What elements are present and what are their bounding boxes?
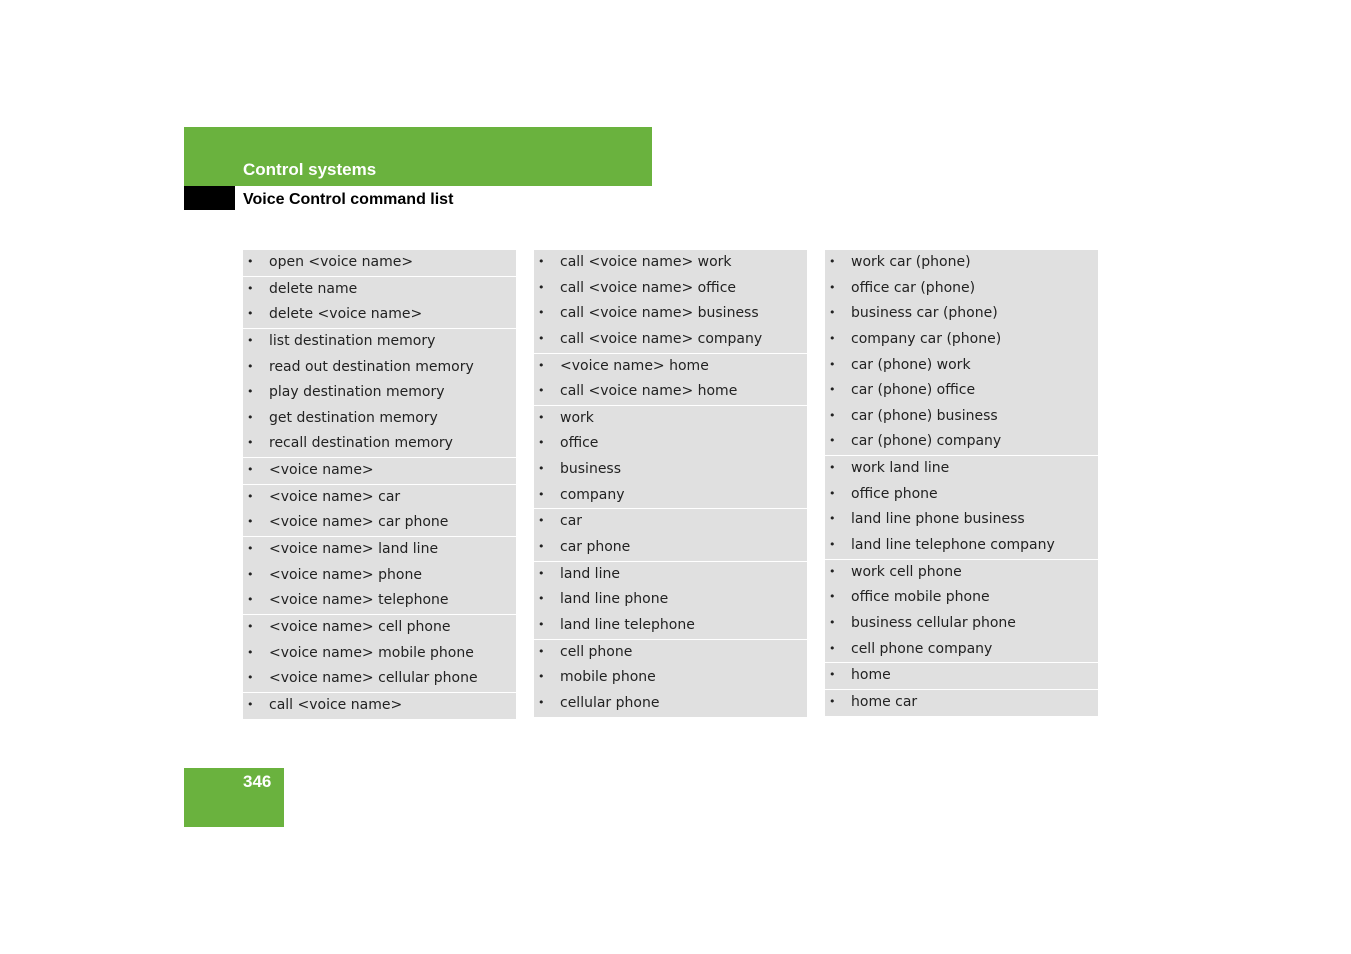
command-group	[534, 250, 807, 354]
command-column-1	[243, 250, 516, 719]
command-text: office mobile phone	[851, 589, 990, 606]
command-text: work land line	[851, 460, 950, 477]
command-text: <voice name> telephone	[269, 592, 449, 609]
bullet-icon: •	[538, 566, 545, 580]
command-text: <voice name> mobile phone	[269, 644, 474, 661]
command-list-item	[825, 456, 1098, 482]
command-list-item	[825, 327, 1098, 353]
command-list-item	[825, 507, 1098, 533]
command-list-item	[825, 378, 1098, 404]
command-text: home car	[851, 693, 918, 710]
command-list-item	[534, 535, 807, 561]
bullet-icon: •	[538, 644, 545, 658]
command-list-item	[243, 277, 516, 303]
command-group	[534, 509, 807, 561]
command-list-item	[243, 537, 516, 563]
command-list-item	[243, 329, 516, 355]
command-list-item	[534, 250, 807, 276]
command-list-item	[534, 327, 807, 353]
bullet-icon: •	[247, 697, 254, 711]
command-list-item	[534, 587, 807, 613]
bullet-icon: •	[247, 436, 254, 450]
command-text: delete <voice name>	[269, 306, 423, 323]
command-text: land line	[560, 565, 620, 582]
command-list-item	[243, 485, 516, 511]
command-list-item	[243, 615, 516, 641]
command-text: office phone	[851, 485, 938, 502]
command-text: cell phone company	[851, 640, 993, 657]
command-list-item	[825, 353, 1098, 379]
command-text: <voice name> car	[269, 488, 401, 505]
command-text: get destination memory	[269, 409, 438, 426]
section-marker	[184, 186, 235, 210]
command-text: car (phone) office	[851, 382, 976, 399]
command-list-item	[243, 302, 516, 328]
bullet-icon: •	[829, 538, 836, 552]
command-list-item	[534, 406, 807, 432]
command-list-item	[243, 355, 516, 381]
command-group	[243, 458, 516, 485]
command-text: work cell phone	[851, 563, 962, 580]
bullet-icon: •	[829, 694, 836, 708]
command-column-2	[534, 250, 807, 717]
bullet-icon: •	[829, 590, 836, 604]
command-text: recall destination memory	[269, 435, 453, 452]
command-list-item	[534, 691, 807, 717]
bullet-icon: •	[538, 306, 545, 320]
command-list-item	[243, 458, 516, 484]
command-list-item	[534, 301, 807, 327]
command-text: office car (phone)	[851, 279, 976, 296]
command-text: land line telephone company	[851, 537, 1055, 554]
bullet-icon: •	[829, 306, 836, 320]
command-text: company	[560, 486, 625, 503]
bullet-icon: •	[538, 540, 545, 554]
command-text: land line telephone	[560, 616, 695, 633]
command-list-item	[825, 560, 1098, 586]
bullet-icon: •	[247, 567, 254, 581]
command-list-item	[825, 301, 1098, 327]
bullet-icon: •	[829, 280, 836, 294]
command-group	[825, 250, 1098, 456]
command-list-item	[243, 641, 516, 667]
command-group	[534, 354, 807, 406]
command-group	[243, 485, 516, 537]
command-list-item	[534, 509, 807, 535]
command-list-item	[534, 379, 807, 405]
command-list-item	[534, 562, 807, 588]
command-text: company car (phone)	[851, 330, 1002, 347]
command-text: cellular phone	[560, 694, 660, 711]
command-text: cell phone	[560, 643, 633, 660]
bullet-icon: •	[247, 307, 254, 321]
command-list-item	[825, 404, 1098, 430]
bullet-icon: •	[247, 645, 254, 659]
command-text: office	[560, 435, 599, 452]
bullet-icon: •	[247, 463, 254, 477]
command-list-item	[243, 588, 516, 614]
command-text: <voice name> car phone	[269, 514, 449, 531]
bullet-icon: •	[538, 514, 545, 528]
command-list-item	[825, 585, 1098, 611]
command-group	[243, 277, 516, 329]
bullet-icon: •	[829, 383, 836, 397]
command-list-item	[534, 457, 807, 483]
command-group	[243, 329, 516, 458]
command-text: play destination memory	[269, 384, 445, 401]
command-text: land line phone business	[851, 511, 1025, 528]
command-text: car	[560, 513, 583, 530]
command-text: call <voice name> office	[560, 279, 737, 296]
bullet-icon: •	[538, 487, 545, 501]
command-list-item	[825, 637, 1098, 663]
command-list-item	[534, 276, 807, 302]
command-group	[534, 562, 807, 640]
bullet-icon: •	[247, 542, 254, 556]
bullet-icon: •	[829, 408, 836, 422]
bullet-icon: •	[829, 512, 836, 526]
bullet-icon: •	[829, 564, 836, 578]
command-group	[534, 640, 807, 717]
command-text: work car (phone)	[851, 254, 971, 270]
command-text: call <voice name> home	[560, 383, 738, 400]
command-list-item	[243, 510, 516, 536]
command-list-item	[534, 613, 807, 639]
command-text: business cellular phone	[851, 614, 1016, 631]
command-list-item	[243, 380, 516, 406]
bullet-icon: •	[247, 619, 254, 633]
bullet-icon: •	[538, 280, 545, 294]
bullet-icon: •	[538, 255, 545, 268]
command-text: <voice name> cellular phone	[269, 670, 478, 687]
command-text: <voice name> land line	[269, 541, 439, 558]
command-text: <voice name> cell phone	[269, 618, 451, 635]
command-list-item	[825, 611, 1098, 637]
bullet-icon: •	[829, 434, 836, 448]
command-text: land line phone	[560, 591, 669, 608]
command-group	[534, 406, 807, 510]
command-text: car phone	[560, 539, 631, 556]
command-text: mobile phone	[560, 669, 656, 686]
command-list-item	[825, 250, 1098, 276]
command-group	[825, 690, 1098, 716]
command-list-item	[243, 693, 516, 719]
bullet-icon: •	[829, 641, 836, 655]
bullet-icon: •	[247, 281, 254, 295]
bullet-icon: •	[538, 410, 545, 424]
bullet-icon: •	[829, 255, 836, 268]
command-list-item	[825, 482, 1098, 508]
command-list-item	[243, 431, 516, 457]
command-list-item	[825, 690, 1098, 716]
bullet-icon: •	[538, 384, 545, 398]
bullet-icon: •	[829, 668, 836, 682]
command-list-item	[534, 665, 807, 691]
page-number: 346	[243, 772, 272, 791]
bullet-icon: •	[247, 515, 254, 529]
command-group	[243, 615, 516, 693]
bullet-icon: •	[538, 695, 545, 709]
command-text: home	[851, 667, 891, 684]
command-group	[825, 663, 1098, 690]
command-group	[243, 537, 516, 615]
command-group	[243, 693, 516, 719]
command-text: call <voice name> work	[560, 254, 732, 270]
command-text: open <voice name>	[269, 254, 414, 270]
command-text: call <voice name> business	[560, 305, 759, 322]
command-list-item	[825, 663, 1098, 689]
command-list-item	[243, 563, 516, 589]
command-text: car (phone) business	[851, 407, 998, 424]
command-list-item	[825, 276, 1098, 302]
page-title: Voice Control command list	[243, 191, 454, 208]
command-group	[243, 250, 516, 277]
bullet-icon: •	[538, 462, 545, 476]
command-list-item	[825, 533, 1098, 559]
bullet-icon: •	[247, 359, 254, 373]
command-column-3	[825, 250, 1098, 716]
command-list-item	[534, 354, 807, 380]
command-list-item	[243, 250, 516, 276]
command-text: call <voice name> company	[560, 330, 763, 347]
bullet-icon: •	[247, 489, 254, 503]
bullet-icon: •	[829, 486, 836, 500]
bullet-icon: •	[829, 461, 836, 475]
bullet-icon: •	[538, 436, 545, 450]
bullet-icon: •	[538, 670, 545, 684]
command-text: <voice name>	[269, 462, 374, 479]
command-list-item	[534, 431, 807, 457]
bullet-icon: •	[247, 255, 254, 268]
command-text: business car (phone)	[851, 305, 998, 322]
command-text: call <voice name>	[269, 696, 403, 713]
command-text: list destination memory	[269, 332, 436, 349]
command-list-item	[534, 483, 807, 509]
bullet-icon: •	[538, 592, 545, 606]
command-list-item	[243, 406, 516, 432]
command-text: read out destination memory	[269, 358, 474, 375]
command-text: <voice name> phone	[269, 566, 422, 583]
bullet-icon: •	[247, 410, 254, 424]
bullet-icon: •	[538, 358, 545, 372]
command-text: delete name	[269, 280, 358, 297]
command-text: business	[560, 461, 622, 478]
command-list-item	[534, 640, 807, 666]
command-text: car (phone) work	[851, 356, 971, 373]
command-text: car (phone) company	[851, 433, 1002, 450]
section-title: Control systems	[243, 160, 377, 179]
bullet-icon: •	[829, 331, 836, 345]
bullet-icon: •	[247, 671, 254, 685]
command-group	[825, 456, 1098, 560]
bullet-icon: •	[829, 357, 836, 371]
bullet-icon: •	[538, 331, 545, 345]
bullet-icon: •	[247, 593, 254, 607]
command-list-item	[825, 429, 1098, 455]
command-text: <voice name> home	[560, 357, 709, 374]
bullet-icon: •	[829, 615, 836, 629]
command-group	[825, 560, 1098, 664]
command-text: work	[560, 409, 594, 426]
bullet-icon: •	[247, 385, 254, 399]
command-list-item	[243, 666, 516, 692]
bullet-icon: •	[538, 617, 545, 631]
bullet-icon: •	[247, 333, 254, 347]
